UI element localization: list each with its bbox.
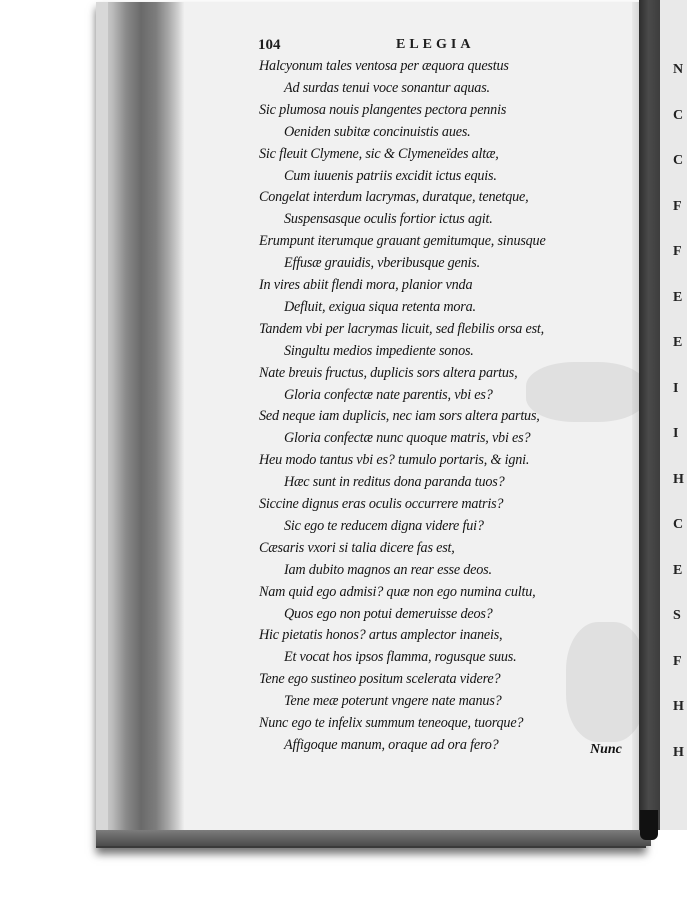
- facing-page-letter: C: [673, 517, 684, 532]
- page-left-margin: [96, 2, 108, 845]
- verse-line-pentameter: Cum iuuenis patriis excidit ictus equis.: [284, 167, 497, 184]
- verse-line-hexameter: Siccine dignus eras oculis occurrere matris?: [259, 496, 504, 512]
- page-header: [258, 37, 508, 55]
- page-number: 104: [258, 37, 281, 53]
- verse-line-pentameter: Defluit, exigua siqua retenta mora.: [284, 298, 476, 315]
- verse-line-pentameter: Gloria confectæ nate parentis, vbi es?: [284, 386, 493, 403]
- verse-line-pentameter: Ad surdas tenui voce sonantur aquas.: [284, 79, 490, 96]
- verse-line-pentameter: Singultu medios impediente sonos.: [284, 342, 474, 359]
- paper-stain: [526, 362, 646, 422]
- page-corner-mark: [640, 810, 658, 840]
- facing-page-letter: H: [673, 699, 684, 714]
- verse-line-hexameter: Nunc ego te infelix summum teneoque, tuorque?: [259, 715, 524, 731]
- facing-page-letter: F: [673, 244, 682, 259]
- verse-line-hexameter: Tandem vbi per lacrymas licuit, sed flebilis orsa est,: [259, 320, 545, 337]
- verse-line-pentameter: Tene meæ poterunt vngere nate manus?: [284, 693, 502, 710]
- verse-line-hexameter: Cæsaris vxori si talia dicere fas est,: [259, 539, 455, 556]
- page-gutter-shadow: [96, 2, 184, 845]
- verse-line-pentameter: Suspensasque oculis fortior ictus agit.: [284, 211, 493, 228]
- verse-line-pentameter: Hæc sunt in reditus dona paranda tuos?: [284, 474, 505, 491]
- verse-line-hexameter: Nam quid ego admisi? quæ non ego numina cultu,: [259, 583, 536, 600]
- verse-line-hexameter: Sed neque iam duplicis, nec iam sors altera partus,: [259, 408, 540, 425]
- verse-line-pentameter: Oeniden subitæ concinuistis aues.: [284, 123, 471, 140]
- facing-page-letter: C: [673, 153, 684, 168]
- facing-page-letter: E: [673, 562, 683, 578]
- verse-line-pentameter: Quos ego non potui demeruisse deos?: [284, 605, 493, 622]
- facing-page-letter: S: [673, 608, 681, 623]
- paper-stain: [566, 622, 646, 742]
- verse-line-pentameter: Et vocat hos ipsos flamma, rogusque suus.: [284, 649, 517, 666]
- verse-line-hexameter: Sic fleuit Clymene, sic & Clymeneïdes altæ,: [259, 145, 499, 162]
- facing-page-letter: C: [673, 107, 684, 123]
- facing-page-letter: E: [673, 335, 683, 350]
- verse-line-hexameter: Congelat interdum lacrymas, duratque, tenetque,: [259, 189, 529, 206]
- verse-line-pentameter: Sic ego te reducem digna videre fui?: [284, 517, 484, 534]
- running-title: ELEGIA: [396, 37, 475, 52]
- facing-page-letter: I: [673, 426, 679, 441]
- facing-page-letter: N: [673, 62, 684, 77]
- verse-line-hexameter: Erumpunt iterumque grauant gemitumque, sinusque: [259, 233, 546, 250]
- verse-line-hexameter: Tene ego sustineo positum scelerata videre?: [259, 671, 501, 688]
- facing-page-letter: F: [673, 198, 682, 214]
- facing-page-letter: H: [673, 744, 684, 760]
- verse-line-hexameter: Hic pietatis honos? artus amplector inaneis,: [259, 627, 503, 644]
- verse-line-pentameter: Iam dubito magnos an rear esse deos.: [284, 561, 492, 578]
- facing-page-letter: I: [673, 380, 679, 396]
- page-bottom-edge: [96, 830, 651, 846]
- verse-line-hexameter: In vires abiit flendi mora, planior vnda: [259, 277, 473, 293]
- verse-line-pentameter: Effusæ grauidis, vberibusque genis.: [284, 255, 480, 272]
- verse-line-hexameter: Halcyonum tales ventosa per æquora questus: [259, 58, 509, 74]
- verse-line-hexameter: Heu modo tantus vbi es? tumulo portaris, & igni.: [259, 452, 530, 469]
- facing-page-letter: H: [673, 471, 684, 487]
- facing-page-letter: F: [673, 653, 682, 669]
- verse-line-pentameter: Affigoque manum, oraque ad ora fero?: [284, 736, 499, 753]
- catchword: Nunc: [590, 742, 622, 757]
- verse-line-pentameter: Gloria confectæ nunc quoque matris, vbi es?: [284, 430, 531, 447]
- verse-line-hexameter: Sic plumosa nouis plangentes pectora pennis: [259, 101, 507, 118]
- facing-page-letter: E: [673, 289, 683, 305]
- verse-line-hexameter: Nate breuis fructus, duplicis sors altera partus,: [259, 364, 518, 381]
